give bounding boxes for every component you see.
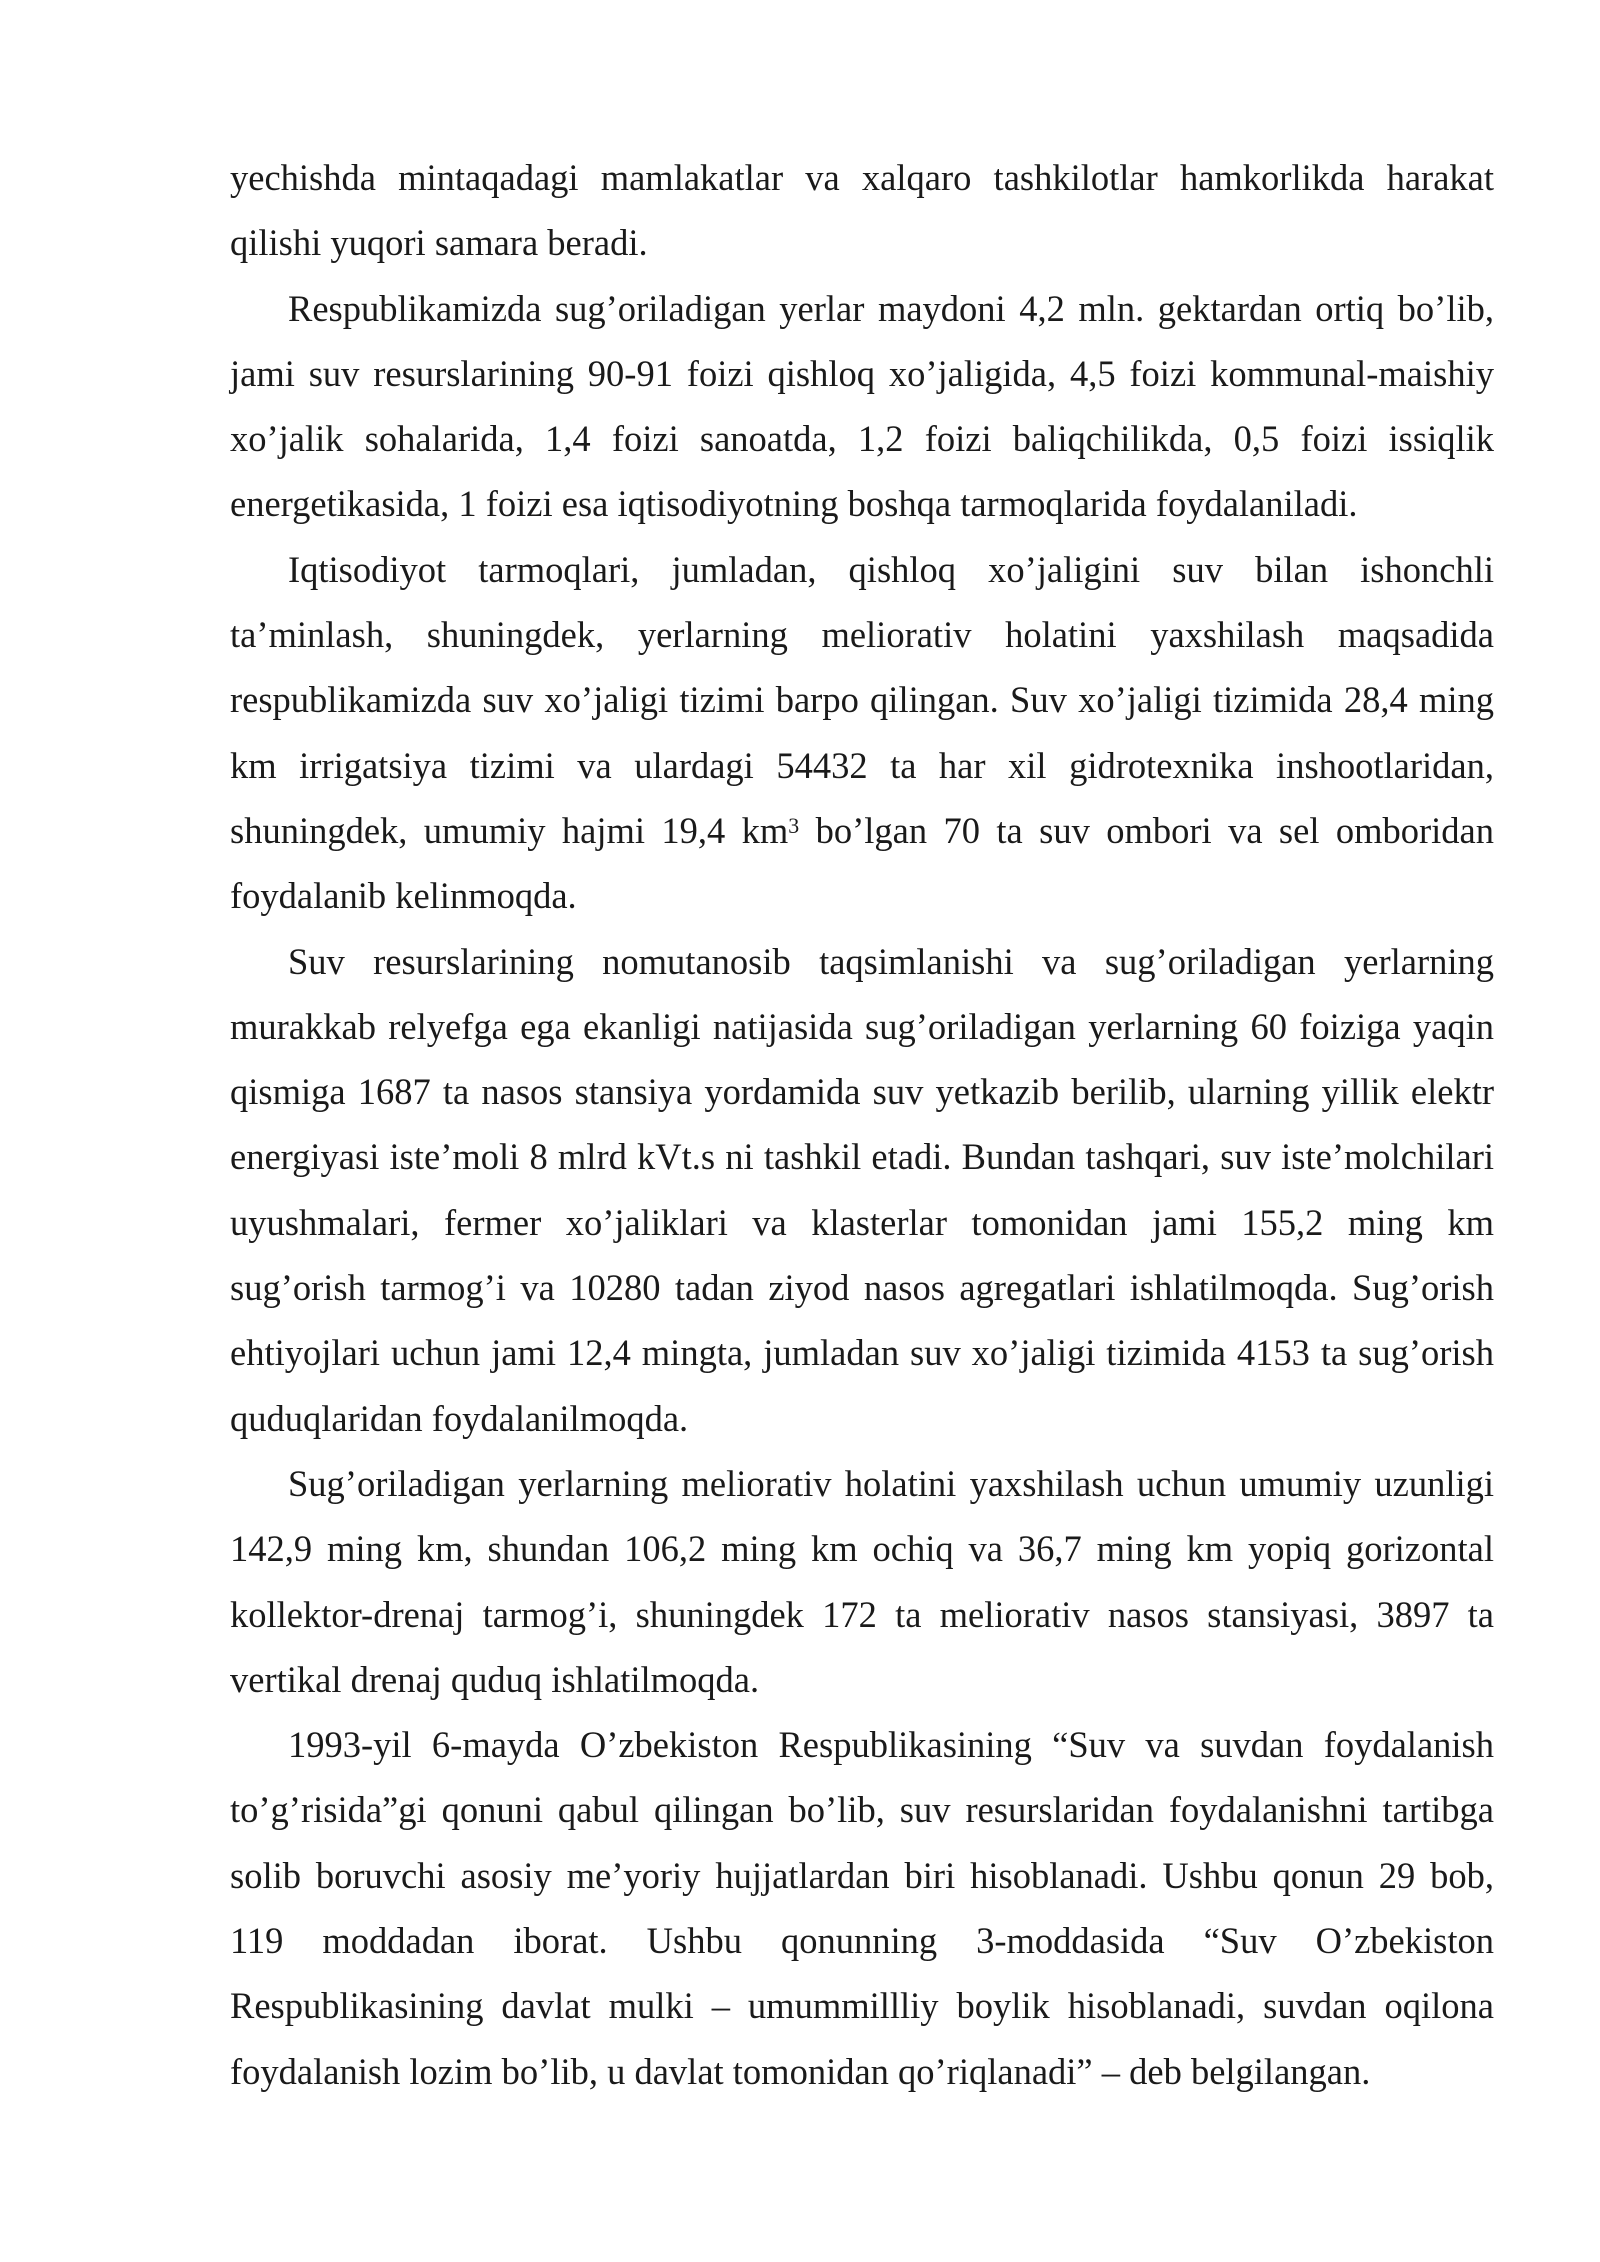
paragraph-2: Respublikamizda sug’oriladigan yerlar maydoni 4,2 mln. gektardan ortiq bo’lib, jami suv resurslarining 90-91 foizi qishloq xo’jaligida, 4,5 foizi kommunal-maishiy xo’jalik sohalarida, 1,4 foizi sanoatda, 1,2 foizi baliqchilikda, 0,5 foizi issiqlik energetikasida, 1 foizi esa iqtisodiyotning boshqa tarmoqlarida foydalaniladi. [230, 287, 1494, 525]
document-body [230, 145, 1494, 2104]
paragraph-3-text-before: Iqtisodiyot tarmoqlari, jumladan, qishloq xo’jaligini suv bilan ishonchli ta’minlash, shuningdek, yerlarning meliorativ holatini yaxshilash maqsadida respublikamizda suv xo’jaligi tizimi barpo qilingan. Suv xo’jaligi tizimida 28,4 ming km irrigatsiya tizimi va ulardagi 54432 ta har xil gidrotexnika inshootlaridan, shuningdek, umumiy hajmi 19,4 km [230, 548, 1494, 851]
paragraph-5: Sug’oriladigan yerlarning meliorativ holatini yaxshilash uchun umumiy uzunligi 142,9 ming km, shundan 106,2 ming km ochiq va 36,7 ming km yopiq gorizontal kollektor-drenaj tarmog’i, shuningdek 172 ta meliorativ nasos stansiyasi, 3897 ta vertikal drenaj quduq ishlatilmoqda. [230, 1462, 1494, 1700]
cubic-superscript: 3 [788, 813, 800, 839]
paragraph-4: Suv resurslarining nomutanosib taqsimlanishi va sug’oriladigan yerlarning murakkab relyefga ega ekanligi natijasida sug’oriladigan yerlarning 60 foiziga yaqin qismiga 1687 ta nasos stansiya yordamida suv yetkazib berilib, ularning yillik elektr energiyasi iste’moli 8 mlrd kVt.s ni tashkil etadi. Bundan tashqari, suv iste’molchilari uyushmalari, fermer xo’jaliklari va klasterlar tomonidan jami 155,2 ming km sug’orish tarmog’i va 10280 tadan ziyod nasos agregatlari ishlatilmoqda. Sug’orish ehtiyojlari uchun jami 12,4 mingta, jumladan suv xo’jaligi tizimida 4153 ta sug’orish quduqlaridan foydalanilmoqda. [230, 940, 1494, 1439]
paragraph-6: 1993-yil 6-mayda O’zbekiston Respublikasining “Suv va suvdan foydalanish to’g’risida”gi qonuni qabul qilingan bo’lib, suv resurslaridan foydalanishni tartibga solib boruvchi asosiy me’yoriy hujjatlardan biri hisoblanadi. Ushbu qonun 29 bob, 119 moddadan iborat. Ushbu qonunning 3-moddasida “Suv O’zbekiston Respublikasining davlat mulki – umummillliy boylik hisoblanadi, suvdan oqilona foydalanish lozim bo’lib, u davlat tomonidan qo’riqlanadi” – deb belgilangan. [230, 1724, 1494, 2092]
paragraph-1: yechishda mintaqadagi mamlakatlar va xalqaro tashkilotlar hamkorlikda harakat qilishi yuqori samara beradi. [230, 157, 1494, 264]
paragraph-3-text-after: bo’lgan 70 ta suv ombori va sel omboridan foydalanib kelinmoqda. [230, 809, 1494, 917]
paragraph-3 [230, 537, 1494, 929]
